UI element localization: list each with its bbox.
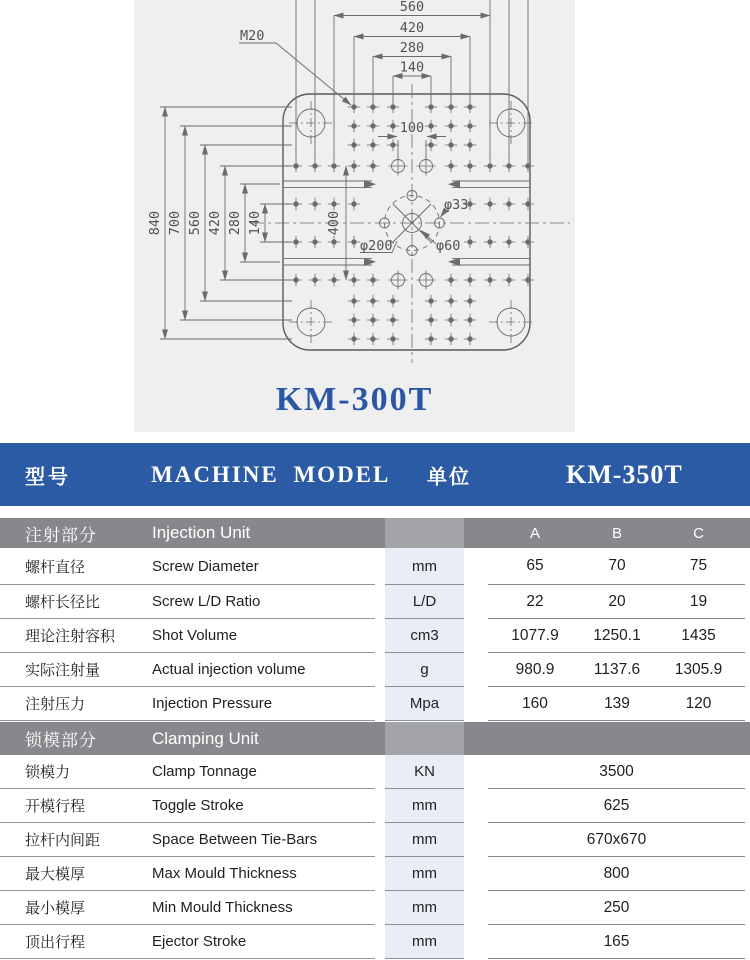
spec-value-a: 160 [488,687,582,721]
thread-label: M20 [240,28,265,44]
dim-left-700: 700 [167,210,183,236]
spec-value-c: 19 [652,585,745,619]
spec-label-cn: 螺杆直径 [0,548,152,585]
spec-row-injection-pressure [0,687,750,721]
spec-row-screw-diameter [0,548,750,585]
drawing-panel [0,0,750,443]
spec-value: 250 [488,891,745,925]
machine-model-label: MACHINE MODEL [151,461,391,487]
spec-value: 625 [488,789,745,823]
spec-unit: g [385,653,464,687]
spec-value-b: 139 [582,687,652,721]
spec-row-actual-injection [0,653,750,687]
section-title-en: Clamping Unit [152,728,259,748]
spec-unit: mm [385,548,464,585]
model-header-bar [0,443,750,506]
dim-left-280: 280 [227,210,243,236]
spec-value-b: 20 [582,585,652,619]
spec-label-cn: 注射压力 [0,687,152,721]
phi-60-label: φ60 [436,238,461,254]
dim-100: 100 [399,120,425,136]
spec-unit: mm [385,823,464,857]
spec-value-b: 1250.1 [582,619,652,653]
unit-column-band [385,518,464,548]
spec-unit: mm [385,857,464,891]
model-value: KM-350T [566,459,683,489]
dim-left-420: 420 [207,210,223,236]
dim-top-280: 280 [399,40,425,56]
phi-33-label: φ33 [444,197,469,213]
drawing-caption: KM-300T [275,381,434,418]
spec-value-b: 1137.6 [582,653,652,687]
spec-label-en: Min Mould Thickness [152,891,375,925]
spec-label-en: Actual injection volume [152,653,375,687]
section-title-en: Injection Unit [152,523,251,542]
spec-label-en: Screw L/D Ratio [152,585,375,619]
spec-row-toggle-stroke [0,789,750,823]
col-header-c: C [693,524,704,542]
spec-unit: cm3 [385,619,464,653]
section-injection-unit [0,518,750,548]
dim-left-560: 560 [187,210,203,236]
spec-value-a: 980.9 [488,653,582,687]
spec-label-en: Space Between Tie-Bars [152,823,375,857]
spec-unit: Mpa [385,687,464,721]
col-header-b: B [611,524,622,542]
spec-label-cn: 理论注射容积 [0,619,152,653]
spec-value-c: 75 [652,548,745,585]
spec-label-cn: 螺杆长径比 [0,585,152,619]
section-title-cn: 注射部分 [25,525,97,545]
spec-unit: KN [385,755,464,789]
spec-label-en: Screw Diameter [152,548,375,585]
spec-label-cn: 拉杆内间距 [0,823,152,857]
dim-400: 400 [326,210,342,236]
unit-label-cn: 单位 [427,466,471,488]
spec-row-ld-ratio [0,585,750,619]
section-title-cn: 锁模部分 [25,731,97,750]
spec-label-en: Clamp Tonnage [152,755,375,789]
spec-label-cn: 最大模厚 [0,857,152,891]
spec-label-en: Toggle Stroke [152,789,375,823]
dim-top-140: 140 [399,59,425,76]
spec-value-c: 1305.9 [652,653,745,687]
spec-label-cn: 顶出行程 [0,925,152,959]
col-header-a: A [529,524,540,542]
spec-row-min-mould-thickness [0,891,750,925]
spec-label-en: Max Mould Thickness [152,857,375,891]
spec-row-tie-bar-space [0,823,750,857]
spec-unit: mm [385,789,464,823]
spec-label-en: Ejector Stroke [152,925,375,959]
spec-unit: mm [385,891,464,925]
spec-value-a: 22 [488,585,582,619]
dim-left-140: 140 [247,210,263,236]
spec-value-c: 1435 [652,619,745,653]
spec-value: 165 [488,925,745,959]
spec-value-a: 1077.9 [488,619,582,653]
spec-row-clamp-tonnage [0,755,750,789]
dim-top-560: 560 [399,0,425,15]
spec-value-a: 65 [488,548,582,585]
spec-label-cn: 实际注射量 [0,653,152,687]
spec-value-c: 120 [652,687,745,721]
section-clamping-unit [0,722,750,755]
spec-value: 800 [488,857,745,891]
spec-value: 3500 [488,755,745,789]
spec-label-en: Shot Volume [152,619,375,653]
spec-label-cn: 锁模力 [0,755,152,789]
phi-200-label: φ200 [360,238,393,254]
dim-top-420: 420 [399,20,425,36]
spec-unit: L/D [385,585,464,619]
platen-technical-drawing [0,0,750,443]
spec-label-cn: 开模行程 [0,789,152,823]
spec-row-ejector-stroke [0,925,750,959]
unit-column-band [385,722,464,755]
spec-value-b: 70 [582,548,652,585]
spec-row-shot-volume [0,619,750,653]
spec-unit: mm [385,925,464,959]
dim-left-840: 840 [147,210,163,236]
spec-label-cn: 最小模厚 [0,891,152,925]
model-label-cn: 型号 [25,466,71,488]
spec-value: 670x670 [488,823,745,857]
spec-row-max-mould-thickness [0,857,750,891]
spec-label-en: Injection Pressure [152,687,375,721]
